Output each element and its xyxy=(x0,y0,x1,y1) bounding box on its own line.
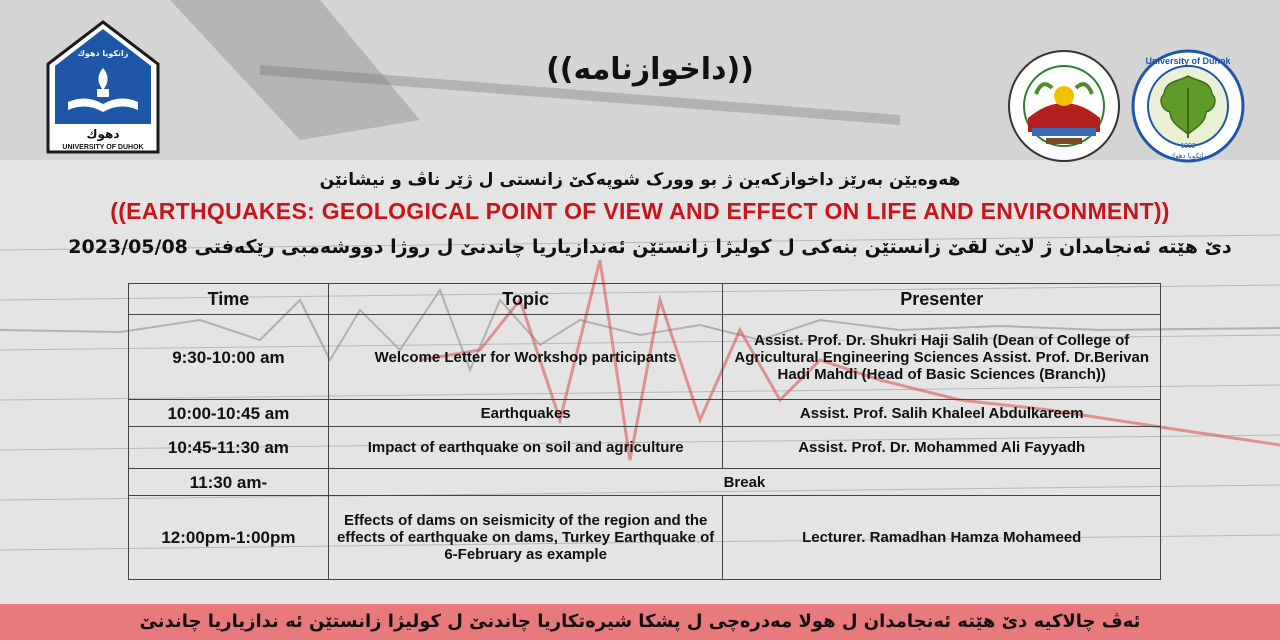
cell-time: 10:00-10:45 am xyxy=(129,400,329,427)
table-row xyxy=(129,427,1161,469)
cell-topic: Impact of earthquake on soil and agriculture xyxy=(328,427,723,469)
cell-topic: Welcome Letter for Workshop participants xyxy=(328,315,723,400)
cell-presenter: Assist. Prof. Dr. Shukri Haji Salih (Dean of College of Agricultural Engineering Sciences Assist. Prof. Dr.Berivan Hadi Mahdi (Head of Basic Sciences (Branch)) xyxy=(723,315,1161,400)
schedule-table xyxy=(128,283,1161,580)
seal-ring-text: University of Duhok xyxy=(1145,56,1231,66)
cell-topic: Earthquakes xyxy=(328,400,723,427)
cell-presenter: Assist. Prof. Salih Khaleel Abdulkareem xyxy=(723,400,1161,427)
seal-year: 1992 xyxy=(1180,143,1196,150)
date-location-line: دێ هێتە ئەنجامدان ژ لایێ لقێ زانستێن بنەکی ل کولیژا زانستێن ئەندازیاریا چاندنێ ل روژا دووشەمبی رێکەفتی 2023/05/08 xyxy=(68,236,1232,258)
cell-time: 10:45-11:30 am xyxy=(129,427,329,469)
cell-topic: Effects of dams on seismicity of the region and the effects of earthquake on dams, Turkey Earthquake of 6-February as example xyxy=(328,496,723,580)
cell-presenter: Assist. Prof. Dr. Mohammed Ali Fayyadh xyxy=(723,427,1161,469)
cell-time: 9:30-10:00 am xyxy=(129,315,329,400)
seal-bottom-text: زانكویا دهوك xyxy=(1169,152,1207,160)
table-row xyxy=(129,400,1161,427)
footer-text: ئەڤ چالاکیە دێ هێتە ئەنجامدان ل هولا مەدرەچی ل پشکا شیرەتکاریا چاندنێ ل کولیژا زانستێن ئە ندازیاریا چاندنێ xyxy=(139,611,1141,632)
cell-break: Break xyxy=(328,469,1160,496)
cell-time: 11:30 am- xyxy=(129,469,329,496)
footer-bar xyxy=(0,604,1280,640)
logo-left-top-text: زانكویا دهوك xyxy=(77,49,129,58)
university-of-duhok-seal xyxy=(1130,48,1246,164)
page-title: ((داخوازنامه)) xyxy=(546,52,754,87)
agricultural-college-logo xyxy=(1006,48,1122,164)
table-header-row xyxy=(129,284,1161,315)
logo-left-caption: UNIVERSITY OF DUHOK xyxy=(62,144,144,151)
cell-time: 12:00pm-1:00pm xyxy=(129,496,329,580)
workshop-title: ((EARTHQUAKES: GEOLOGICAL POINT OF VIEW AND EFFECT ON LIFE AND ENVIRONMENT)) xyxy=(110,198,1170,224)
header-presenter: Presenter xyxy=(723,284,1161,315)
header-time: Time xyxy=(129,284,329,315)
table-row-break xyxy=(129,469,1161,496)
invitation-intro: هەوەیێن بەرێز داخوازکەین ژ بو وورک شوپەکێ زانستی ل ژێر ناڤ و نیشانێن xyxy=(319,170,961,190)
header-topic: Topic xyxy=(328,284,723,315)
table-row xyxy=(129,496,1161,580)
university-of-duhok-logo xyxy=(44,20,162,158)
logo-left-bottom-text: دهوك xyxy=(86,127,120,141)
cell-presenter: Lecturer. Ramadhan Hamza Mohameed xyxy=(723,496,1161,580)
table-row xyxy=(129,315,1161,400)
